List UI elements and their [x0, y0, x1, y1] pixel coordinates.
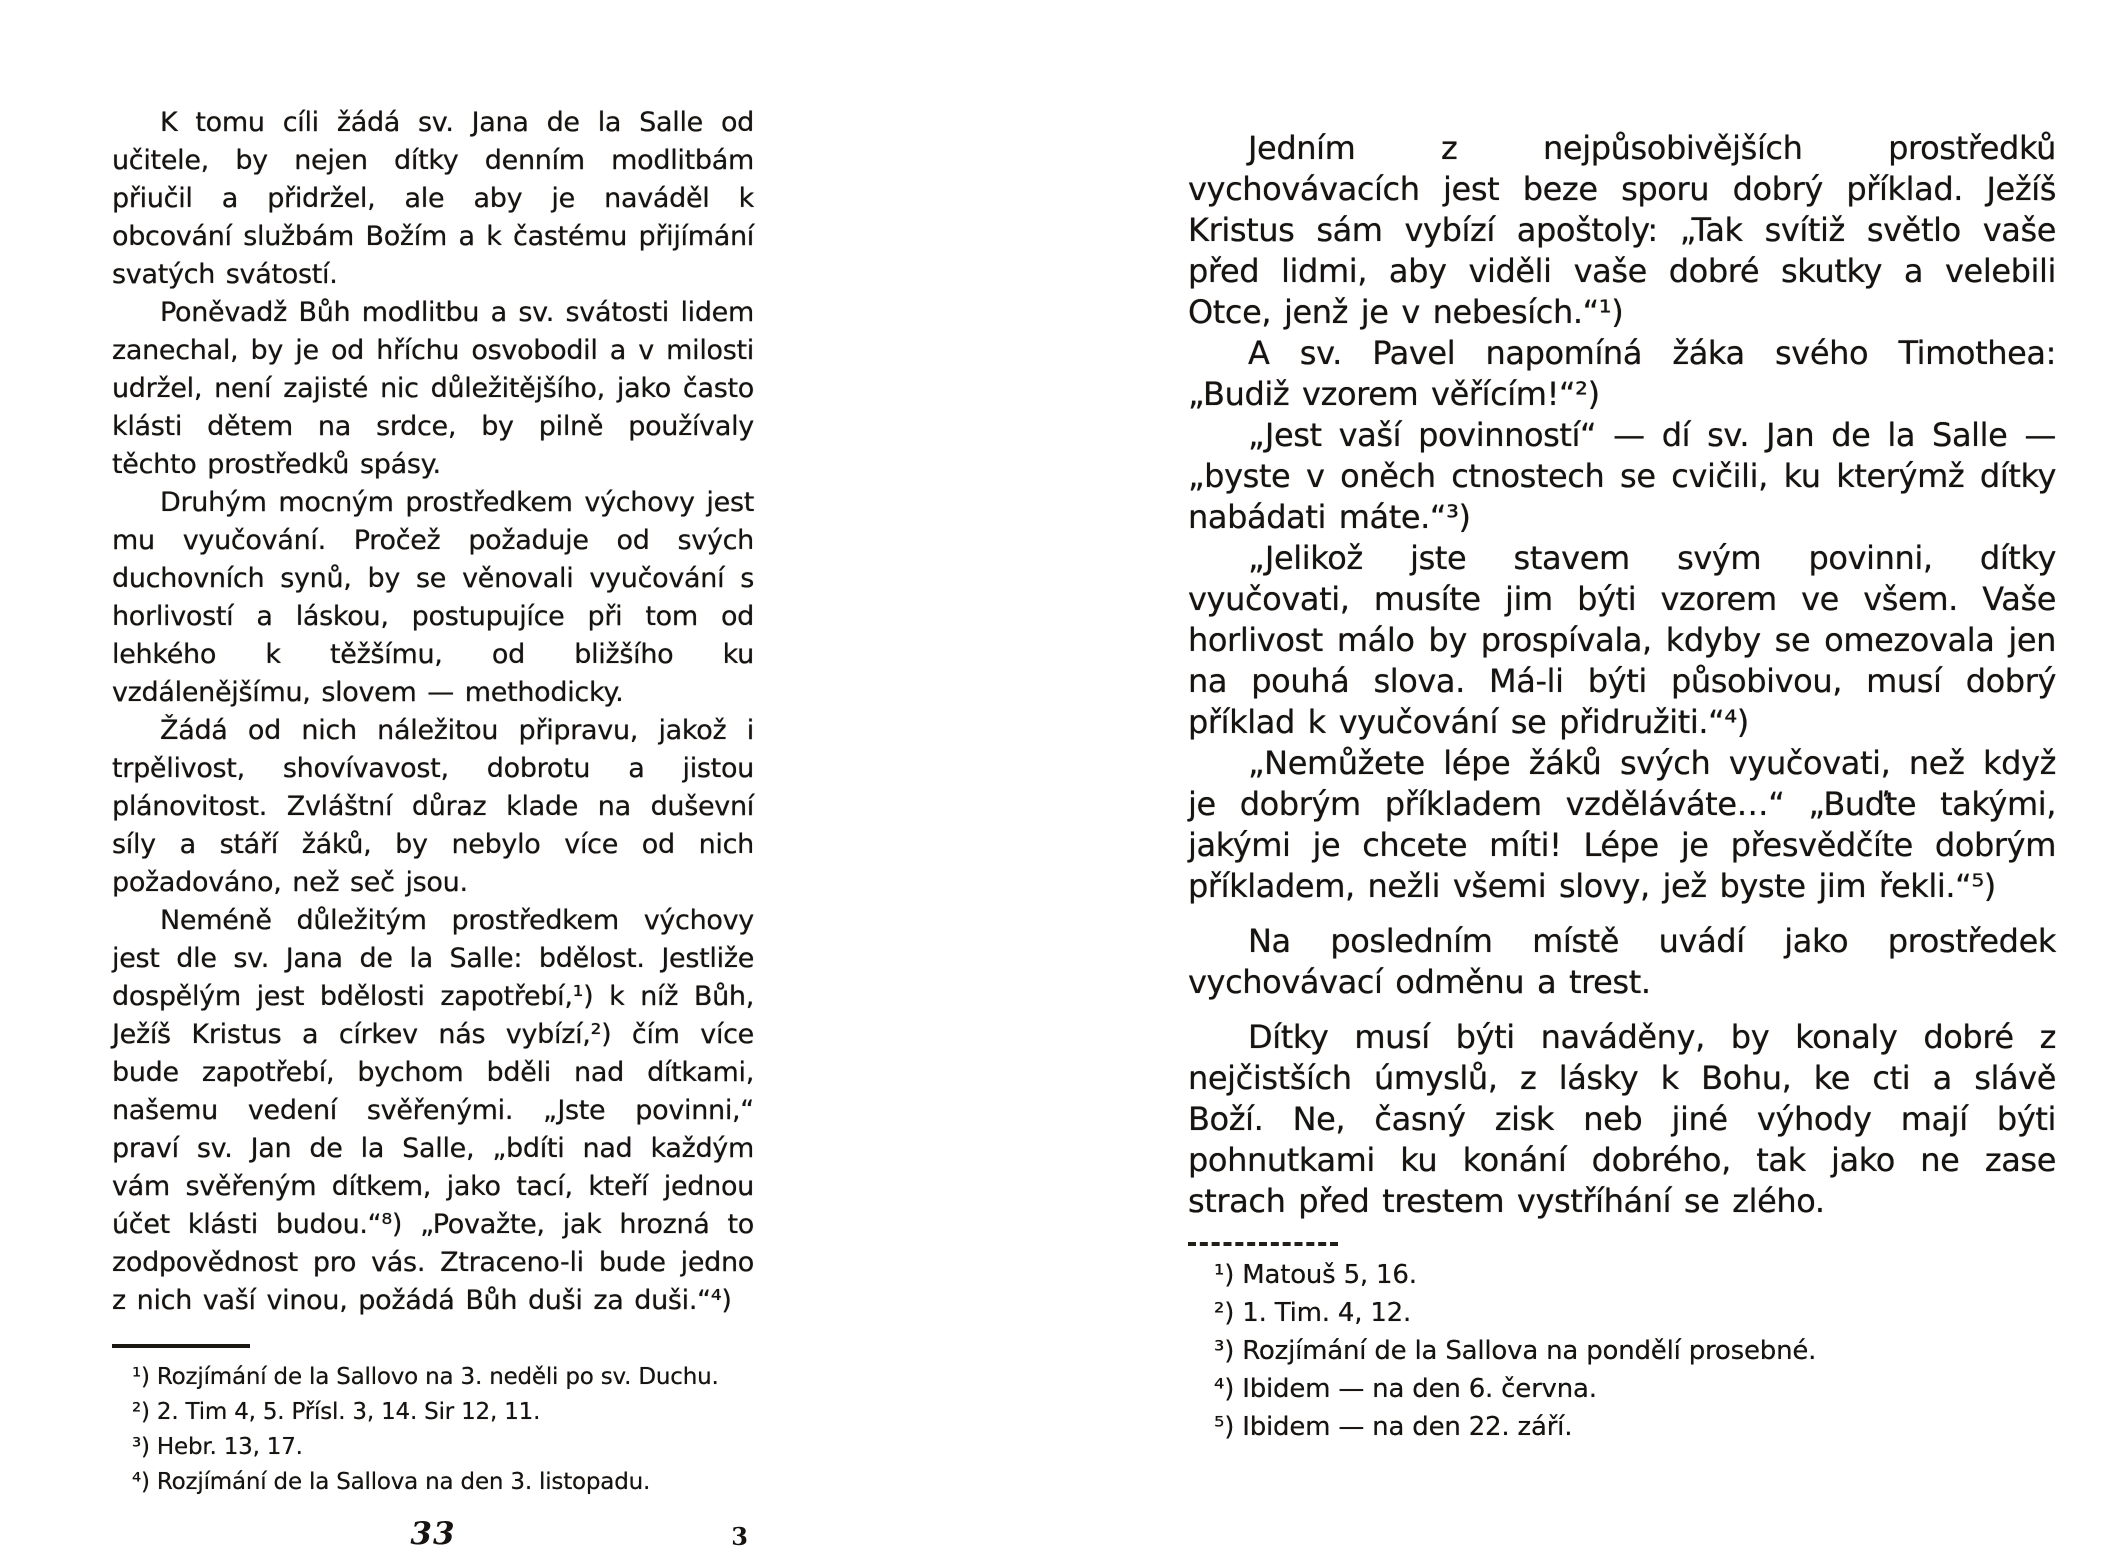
paragraph: K tomu cíli žádá sv. Jana de la Salle od učitele, by nejen dítky denním modlitbám přiučil a přidržel, ale aby je naváděl k obcování službám Božím a k častému přijímání svatých svátostí. — [112, 107, 754, 290]
paragraph: Poněvadž Bůh modlitbu a sv. svátosti lidem zanechal, by je od hříchu osvobodil a v milosti udržel, není zajisté nic důležitějšího, jako často klásti dětem na srdce, by pilně používaly těchto prostředků spásy. — [112, 297, 754, 480]
right-page — [1188, 128, 2056, 1446]
paragraph: „Jest vaší povinností“ — dí sv. Jan de la Salle — „byste v oněch ctnostech se cvičili, ku kterýmž dítky nabádati máte.“³) — [1188, 416, 2056, 536]
paragraph: Neméně důležitým prostředkem výchovy jest dle sv. Jana de la Salle: bdělost. Jestliže dospělým jest bdělosti zapotřebí,¹) k níž Bůh, Ježíš Kristus a církev nás vybízí,²) čím více bude zapotřebí, bychom bděli nad dítkami, našemu vedení svěřenými. „Jste povinni,“ praví sv. Jan de la Salle, „bdíti nad každým vám svěřeným dítkem, jako tací, kteří jednou účet klásti budou.“⁸) „Považte, jak hrozná to zodpovědnost pro vás. Ztraceno-li bude jedno z nich vaší vinou, požádá Bůh duši za duši.“⁴) — [112, 905, 754, 1316]
paragraph: „Nemůžete lépe žáků svých vyučovati, než když je dobrým příkladem vzděláváte…“ „Buďte takými, jakými je chcete míti! Lépe je přesvědčíte dobrým příkladem, nežli všemi slovy, jež byste jim řekli.“⁵) — [1188, 744, 2056, 905]
paragraph: Jedním z nejpůsobivějších prostředků vychovávacích jest beze sporu dobrý příklad. Ježíš Kristus sám vybízí apoštoly: „Tak svítiž světlo vaše před lidmi, aby viděli vaše dobré skutky a velebili Otce, jenž je v nebesích.“¹) — [1188, 129, 2056, 331]
signature-mark: 3 — [731, 1522, 748, 1551]
footnote: ¹) Matouš 5, 16. — [1214, 1260, 1417, 1290]
footnote: ⁴) Ibidem — na den 6. června. — [1214, 1374, 1597, 1404]
paragraph: Žádá od nich náležitou připravu, jakož i trpělivost, shovívavost, dobrotu a jistou plánovitost. Zvláštní důraz klade na duševní síly a stáří žáků, by nebylo více od nich požadováno, než seč jsou. — [112, 715, 754, 898]
page-footer — [112, 1516, 754, 1560]
footnote: ⁴) Rozjímání de la Sallova na den 3. listopadu. — [132, 1469, 651, 1495]
footnote: ²) 1. Tim. 4, 12. — [1214, 1298, 1412, 1328]
footnote: ⁵) Ibidem — na den 22. září. — [1214, 1412, 1573, 1442]
footnote: ³) Rozjímání de la Sallova na pondělí prosebné. — [1214, 1336, 1817, 1366]
left-page — [112, 104, 754, 1560]
footnote-rule — [112, 1344, 250, 1348]
footnote: ³) Hebr. 13, 17. — [132, 1434, 303, 1460]
footnote: ¹) Rozjímání de la Sallovo na 3. neděli po sv. Duchu. — [132, 1364, 719, 1390]
paragraph: Dítky musí býti naváděny, by konaly dobré z nejčistších úmyslů, z lásky k Bohu, ke cti a slávě Boží. Ne, časný zisk neb jiné výhody mají býti pohnutkami ku konání dobrého, tak jako ne zase strach před trestem vystříhání se zlého. — [1188, 1018, 2056, 1220]
paragraph: Na posledním místě uvádí jako prostředek vychovávací odměnu a trest. — [1188, 922, 2056, 1001]
paragraph: „Jelikož jste stavem svým povinni, dítky vyučovati, musíte jim býti vzorem ve všem. Vaše horlivost málo by prospívala, kdyby se omezovala jen na pouhá slova. Má-li býti působivou, musí dobrý příklad k vyučování se přidružiti.“⁴) — [1188, 539, 2056, 741]
footnote: ²) 2. Tim 4, 5. Přísl. 3, 14. Sir 12, 11. — [132, 1399, 541, 1425]
footnote-rule — [1188, 1242, 1338, 1246]
paragraph: Druhým mocným prostředkem výchovy jest mu vyučování. Pročež požaduje od svých duchovních synů, by se věnovali vyučování s horlivostí a láskou, postupujíce při tom od lehkého k těžšímu, od bližšího ku vzdálenějšímu, slovem — methodicky. — [112, 487, 754, 708]
page-number: 33 — [410, 1516, 456, 1552]
paragraph: A sv. Pavel napomíná žáka svého Timothea: „Budiž vzorem věřícím!“²) — [1188, 334, 2056, 413]
